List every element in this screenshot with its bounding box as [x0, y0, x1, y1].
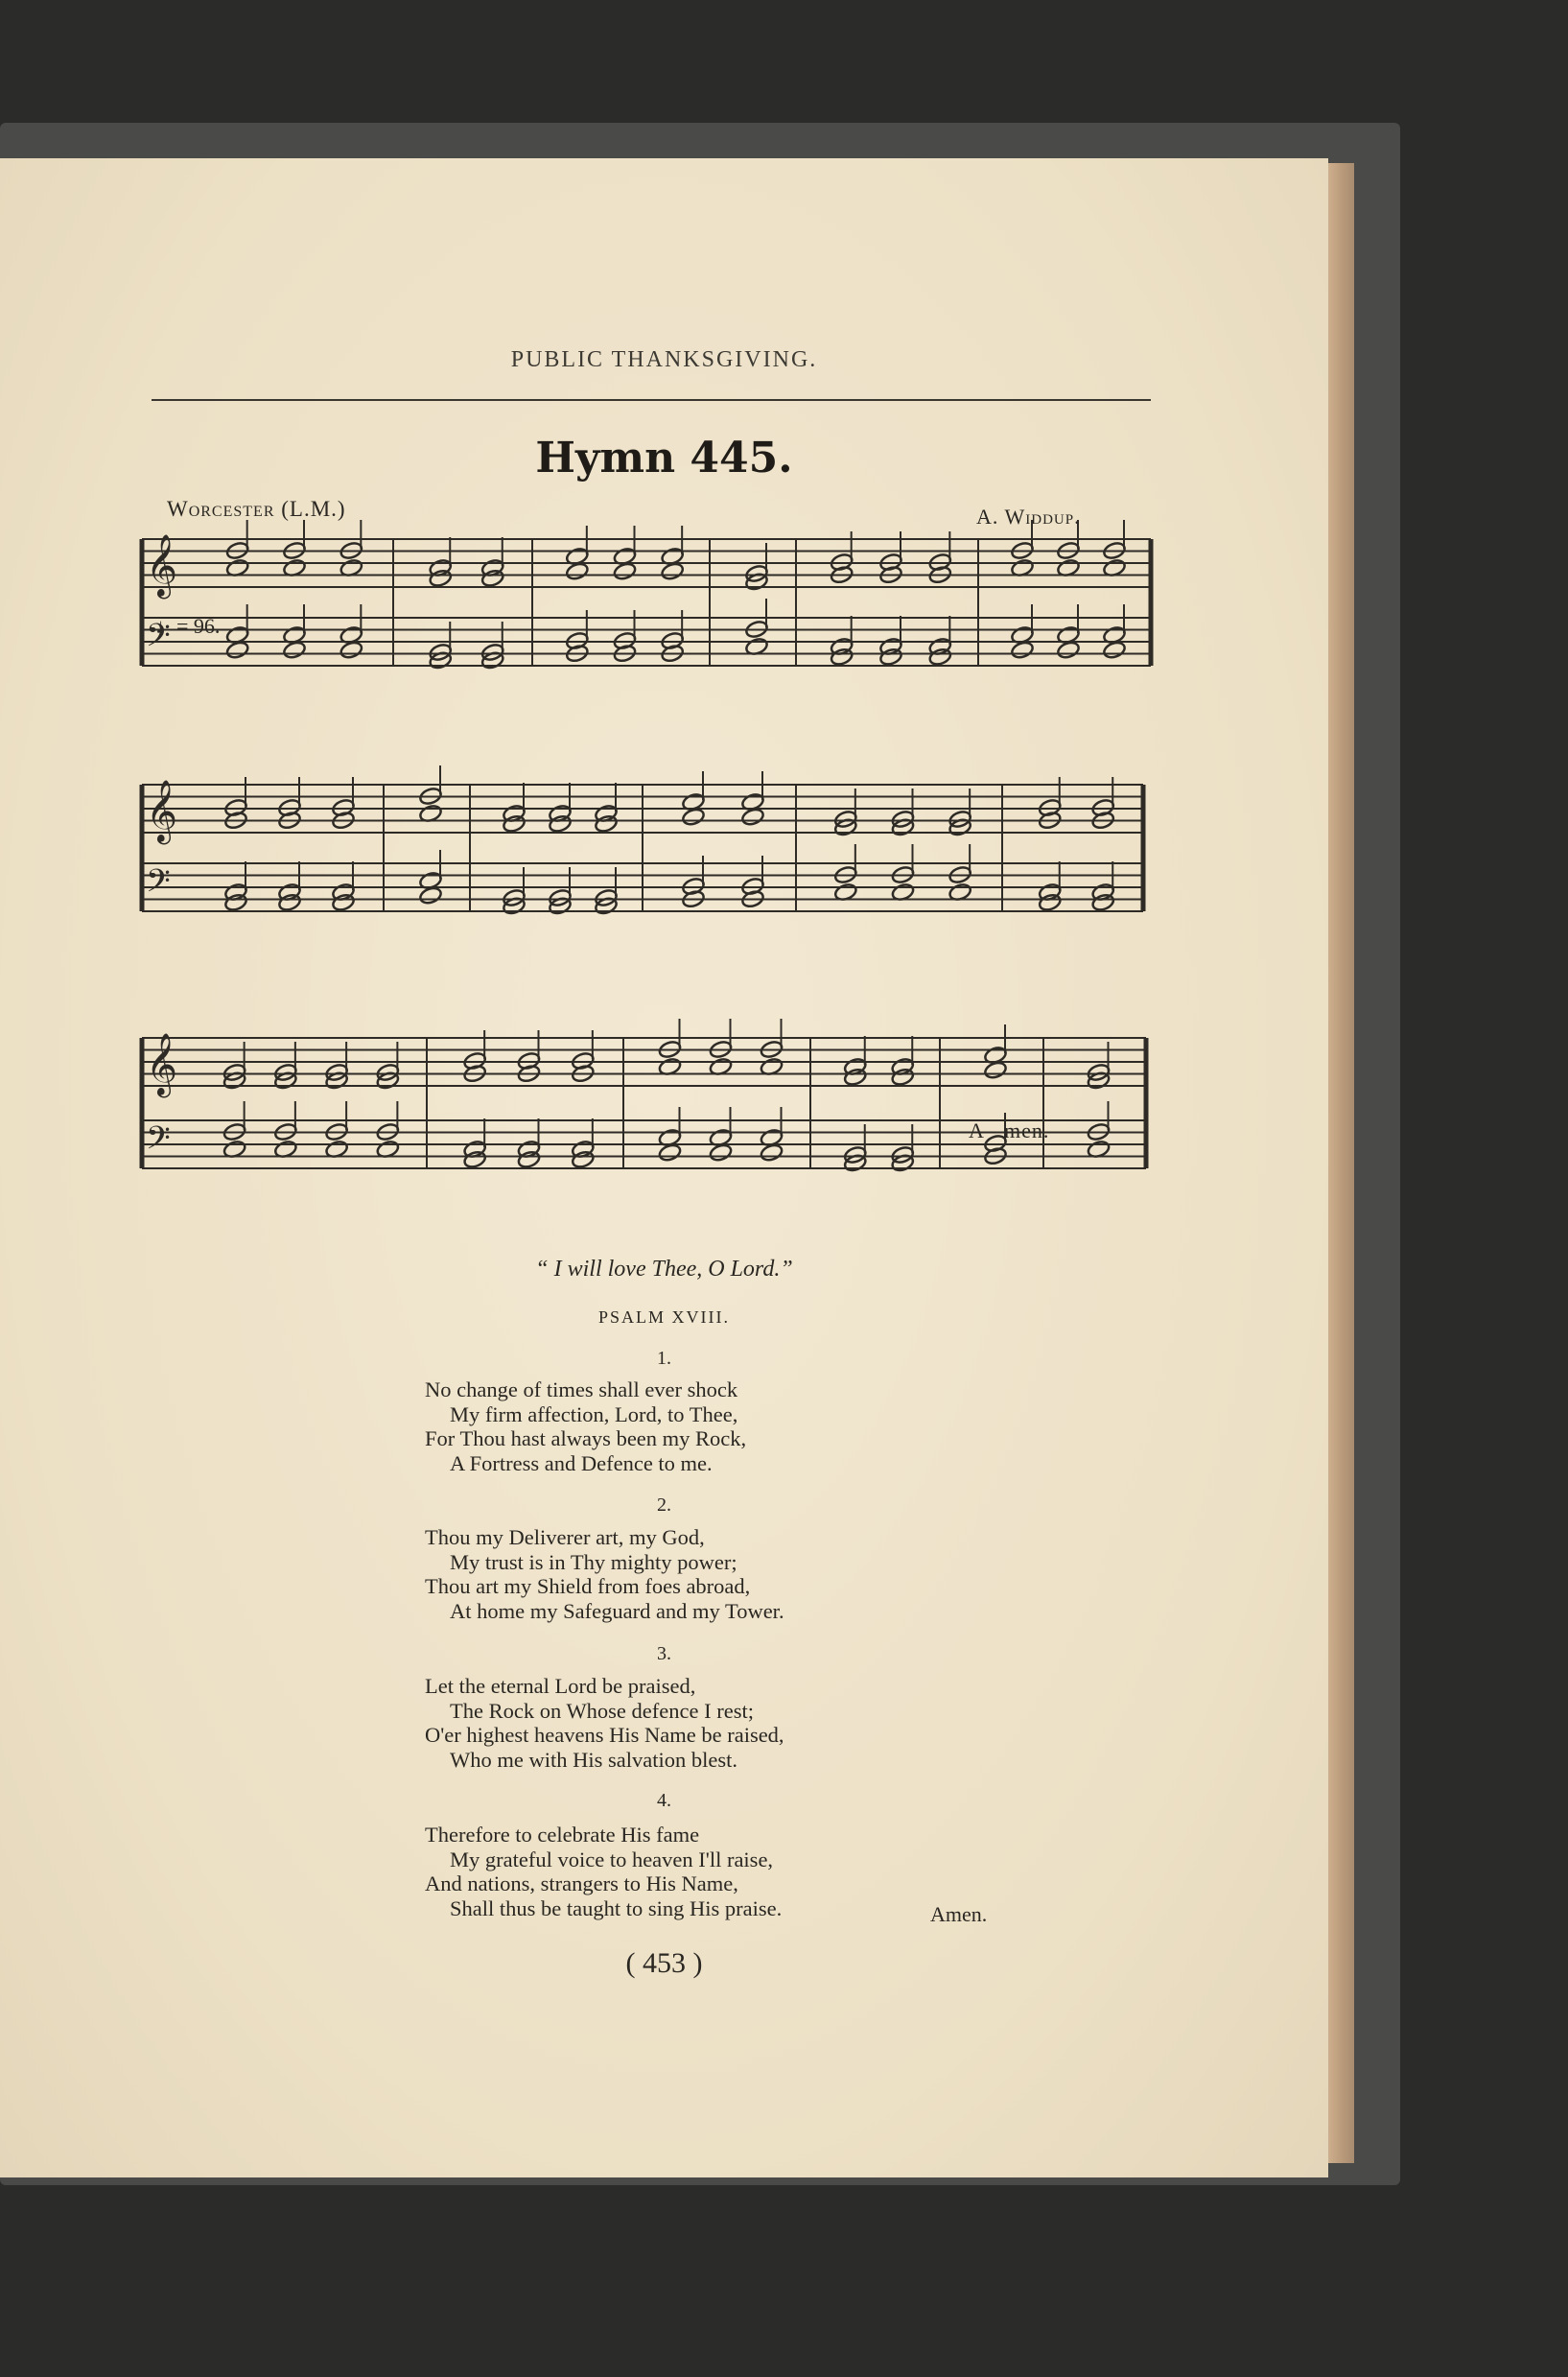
- verse-number: 4.: [657, 1790, 671, 1811]
- bass-clef-icon: 𝄢: [146, 618, 171, 662]
- verse-4: [425, 1823, 782, 1920]
- note-head: [462, 1149, 486, 1169]
- note-head: [681, 807, 705, 827]
- page-number: ( 453 ): [625, 1947, 703, 1979]
- music-score: [0, 0, 1328, 1247]
- note-head: [502, 813, 526, 834]
- note-head: [983, 1060, 1007, 1080]
- verse-line: The Rock on Whose defence I rest;: [450, 1698, 754, 1723]
- note-head: [339, 640, 363, 660]
- composer: A. Widdup.: [976, 505, 1081, 529]
- note-head: [878, 647, 902, 667]
- treble-clef-icon: 𝄞: [146, 1033, 178, 1095]
- verse-number: 1.: [657, 1348, 671, 1369]
- note-head: [594, 813, 618, 834]
- metronome-marking: ♩= 96.: [155, 614, 221, 638]
- running-head: PUBLIC THANKSGIVING.: [510, 347, 818, 372]
- amen-lyric: A - men.: [969, 1118, 1050, 1142]
- hymn-quote: “ I will love Thee, O Lord.”: [535, 1257, 793, 1282]
- note-head: [1056, 640, 1080, 660]
- verse-line: O'er highest heavens His Name be raised,: [425, 1723, 784, 1747]
- note-head: [709, 1142, 733, 1163]
- verse-2: [425, 1525, 784, 1623]
- note-head: [1010, 640, 1034, 660]
- amen: Amen.: [930, 1902, 988, 1926]
- treble-clef-icon: 𝄞: [146, 534, 178, 597]
- verse-line: Therefore to celebrate His fame: [425, 1823, 700, 1847]
- note-head: [740, 807, 764, 827]
- tune-name: Worcester (L.M.): [167, 497, 346, 521]
- note-head: [1091, 892, 1115, 912]
- verse-line: For Thou hast always been my Rock,: [425, 1426, 747, 1450]
- note-head: [830, 647, 854, 667]
- note-head: [225, 640, 249, 660]
- note-head: [277, 892, 301, 912]
- verse-line: Let the eternal Lord be praised,: [425, 1674, 696, 1698]
- note-head: [660, 561, 684, 581]
- note-head: [282, 640, 306, 660]
- verse-line: Thou art my Shield from foes abroad,: [425, 1574, 751, 1598]
- note-head: [517, 1149, 541, 1169]
- treble-clef-icon: 𝄞: [146, 780, 178, 842]
- note-head: [658, 1142, 682, 1163]
- bass-clef-icon: 𝄢: [146, 1120, 171, 1165]
- verse-line: Shall thus be taught to sing His praise.: [450, 1895, 783, 1920]
- verse-line: A Fortress and Defence to me.: [450, 1450, 713, 1475]
- verse-line: And nations, strangers to His Name,: [425, 1871, 738, 1895]
- note-head: [843, 1067, 867, 1087]
- hymn-title: Hymn 445.: [535, 434, 793, 482]
- note-head: [548, 813, 572, 834]
- verse-3: [425, 1674, 784, 1772]
- verse-line: Who me with His salvation blest.: [450, 1747, 737, 1772]
- verse-line: My firm affection, Lord, to Thee,: [450, 1401, 738, 1426]
- psalm-reference: PSALM XVIII.: [597, 1307, 730, 1327]
- note-head: [429, 568, 453, 588]
- verse-number: 2.: [657, 1494, 671, 1516]
- verse-line: At home my Safeguard and my Tower.: [450, 1598, 784, 1623]
- note-head: [891, 1067, 915, 1087]
- verse-line: My trust is in Thy mighty power;: [450, 1549, 737, 1574]
- note-head: [613, 561, 637, 581]
- note-head: [571, 1149, 595, 1169]
- note-head: [331, 892, 355, 912]
- note-head: [418, 885, 442, 906]
- bass-clef-icon: 𝄢: [146, 863, 171, 907]
- note-head: [565, 561, 589, 581]
- note-head: [1038, 892, 1062, 912]
- verse-line: Thou my Deliverer art, my God,: [425, 1525, 705, 1549]
- verse-1: [425, 1377, 746, 1475]
- note-head: [760, 1142, 784, 1163]
- note-head: [928, 647, 952, 667]
- verse-line: My grateful voice to heaven I'll raise,: [450, 1847, 774, 1871]
- note-head: [480, 568, 504, 588]
- note-head: [223, 892, 247, 912]
- verse-number: 3.: [657, 1643, 671, 1664]
- note-head: [1102, 640, 1126, 660]
- verse-line: No change of times shall ever shock: [425, 1377, 738, 1401]
